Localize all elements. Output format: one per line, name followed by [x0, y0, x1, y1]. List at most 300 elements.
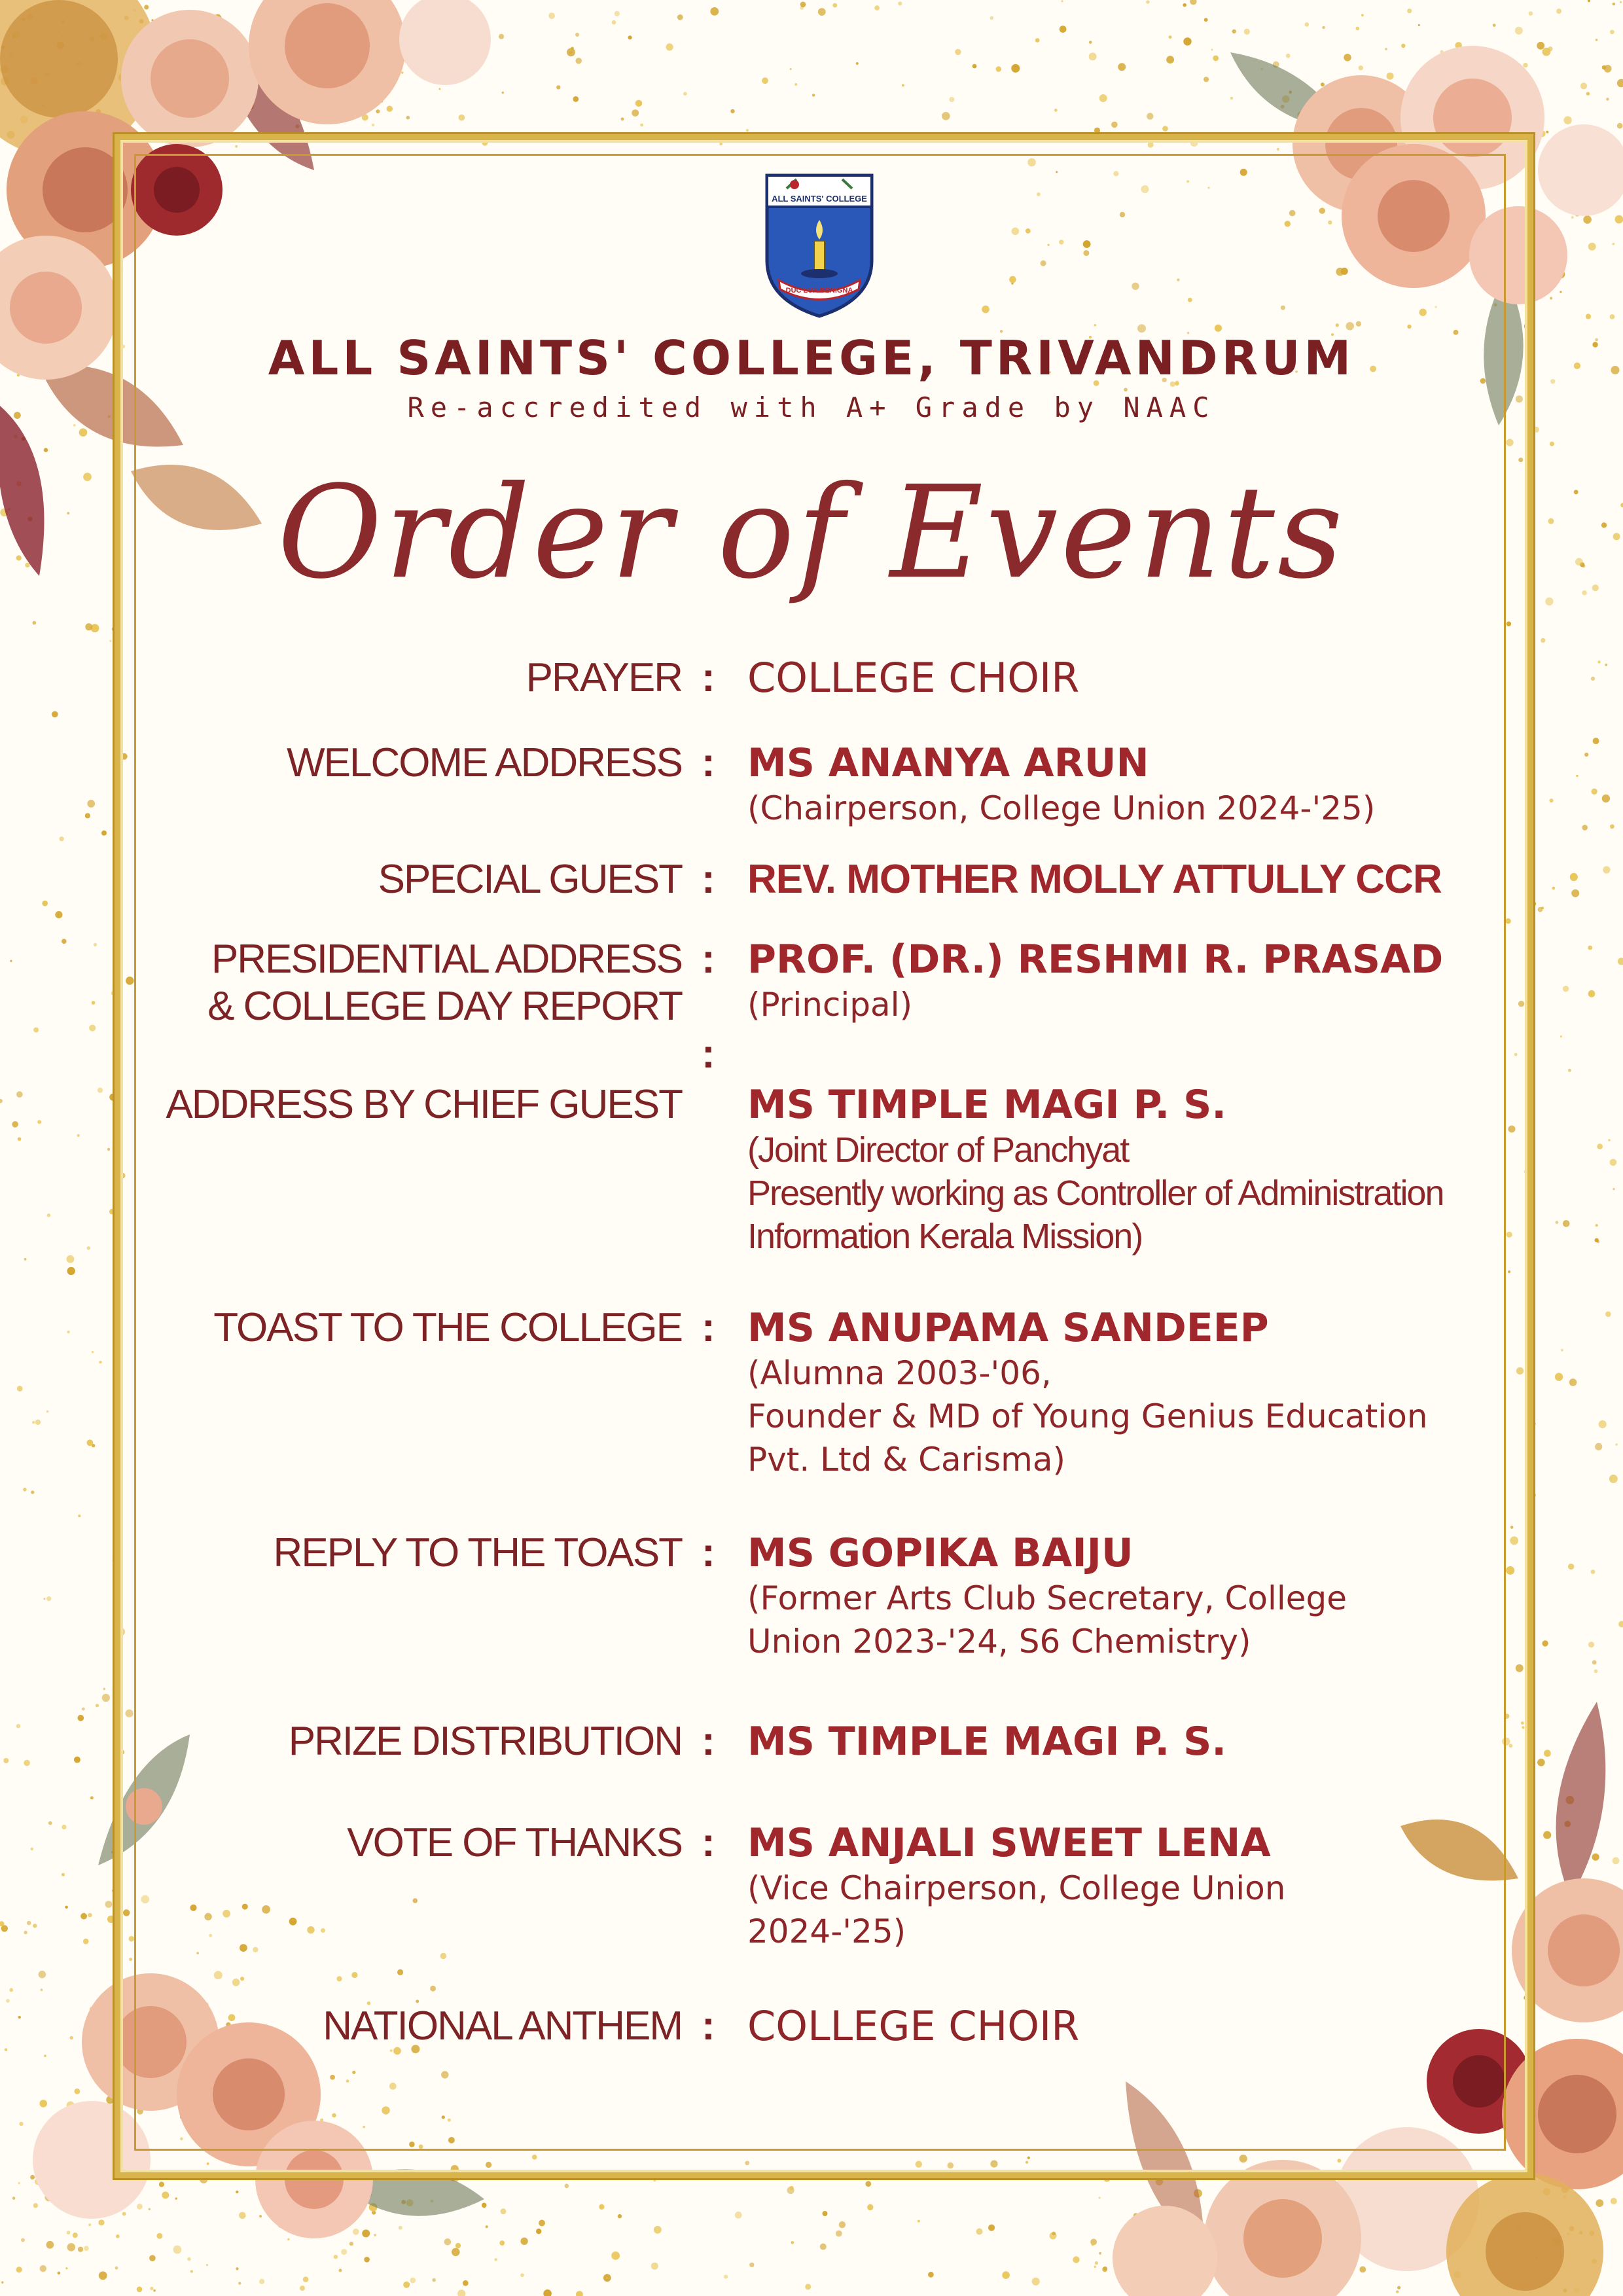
glitter-dot [1361, 14, 1364, 16]
event-label: PRIZE DISTRIBUTION [288, 1719, 682, 1764]
glitter-dot [1591, 789, 1597, 795]
glitter-dot [452, 2248, 460, 2257]
glitter-dot [548, 12, 555, 19]
glitter-dot [1011, 64, 1020, 73]
glitter-dot [499, 34, 504, 39]
glitter-dot [710, 7, 719, 16]
glitter-dot [1537, 42, 1544, 50]
glitter-dot [972, 64, 977, 69]
glitter-dot [44, 2054, 46, 2057]
glitter-dot [635, 100, 642, 107]
glitter-dot [364, 2257, 370, 2263]
glitter-dot [78, 1515, 80, 1517]
glitter-dot [1552, 887, 1556, 890]
glitter-dot [1385, 48, 1387, 50]
glitter-dot [27, 1921, 31, 1926]
glitter-dot [1605, 1312, 1611, 1318]
glitter-dot [730, 109, 734, 113]
event-description: (Principal) [747, 986, 913, 1024]
glitter-dot [1608, 1139, 1611, 1141]
glitter-dot [5, 2049, 7, 2051]
glitter-dot [33, 1924, 37, 1928]
glitter-dot [137, 2204, 143, 2210]
glitter-dot [144, 5, 149, 9]
glitter-dot [1166, 56, 1174, 63]
separator-colon: : [702, 1031, 715, 1077]
glitter-dot [349, 2242, 353, 2246]
glitter-dot [236, 2191, 238, 2193]
glitter-dot [1060, 26, 1067, 33]
event-person: MS ANUPAMA SANDEEP [747, 1305, 1269, 1351]
glitter-dot [501, 2208, 507, 2214]
glitter-dot [874, 5, 880, 10]
glitter-dot [1618, 1621, 1623, 1628]
glitter-dot [1322, 26, 1325, 29]
event-person: MS GOPIKA BAIJU [747, 1530, 1133, 1576]
glitter-dot [666, 43, 673, 50]
glitter-dot [640, 124, 643, 127]
glitter-dot [1094, 2266, 1097, 2269]
glitter-dot [1576, 775, 1578, 777]
glitter-dot [1359, 2267, 1366, 2273]
glitter-dot [1094, 128, 1100, 134]
glitter-dot [52, 711, 58, 718]
glitter-dot [1605, 664, 1607, 666]
event-person: REV. MOTHER MOLLY ATTULLY CCR [747, 857, 1442, 902]
event-description: (Chairperson, College Union 2024-'25) [747, 789, 1376, 827]
separator-colon: : [702, 857, 715, 902]
glitter-dot [32, 1421, 35, 1424]
glitter-dot [73, 424, 76, 427]
glitter-dot [1183, 37, 1191, 45]
glitter-dot [236, 2267, 238, 2270]
glitter-dot [618, 2214, 622, 2218]
glitter-dot [651, 2263, 658, 2270]
glitter-dot [628, 35, 632, 39]
event-person: MS TIMPLE MAGI P. S. [747, 1082, 1227, 1128]
glitter-dot [1603, 866, 1610, 873]
glitter-dot [836, 2231, 842, 2237]
glitter-dot [99, 2271, 107, 2280]
glitter-dot [37, 1120, 41, 1124]
glitter-dot [62, 1873, 65, 1876]
glitter-dot [1546, 131, 1548, 134]
glitter-dot [18, 1138, 22, 1141]
glitter-dot [73, 2233, 78, 2238]
glitter-dot [865, 2181, 871, 2187]
separator-colon: : [702, 1305, 715, 1350]
glitter-dot [60, 836, 64, 841]
glitter-dot [1091, 2243, 1094, 2246]
glitter-dot [150, 2287, 153, 2290]
glitter-dot [1550, 442, 1554, 446]
glitter-dot [1591, 1570, 1596, 1574]
glitter-dot [575, 58, 582, 64]
glitter-dot [1594, 1670, 1598, 1674]
glitter-dot [35, 1420, 41, 1425]
glitter-dot [24, 1760, 30, 1767]
glitter-dot [1213, 56, 1219, 62]
glitter-dot [31, 1490, 34, 1494]
glitter-dot [820, 2244, 827, 2250]
college-name: ALL SAINTS' COLLEGE, TRIVANDRUM [268, 331, 1355, 386]
glitter-dot [1543, 48, 1551, 56]
glitter-dot [46, 1596, 51, 1601]
glitter-dot [109, 1209, 115, 1214]
glitter-dot [1061, 0, 1063, 2]
glitter-dot [762, 77, 768, 84]
glitter-dot [39, 1971, 46, 1979]
glitter-dot [16, 2267, 22, 2272]
glitter-dot [10, 960, 12, 962]
glitter-dot [567, 48, 575, 56]
glitter-dot [459, 115, 465, 121]
glitter-dot [1002, 2271, 1010, 2279]
glitter-dot [653, 2179, 656, 2181]
glitter-dot [823, 2211, 828, 2216]
glitter-dot [87, 1246, 90, 1249]
glitter-dot [92, 1351, 94, 1354]
glitter-dot [839, 2221, 846, 2228]
glitter-dot [1169, 35, 1172, 39]
glitter-dot [1305, 22, 1310, 27]
glitter-dot [6, 1999, 10, 2003]
event-person: MS TIMPLE MAGI P. S. [747, 1719, 1227, 1765]
glitter-dot [1204, 18, 1208, 22]
glitter-dot [67, 1255, 75, 1263]
glitter-dot [867, 2204, 873, 2210]
event-description: (Joint Director of Panchyat Presently working as Controller of Administration Information Kerala Mission) [747, 1130, 1444, 1256]
glitter-dot [1533, 427, 1539, 433]
glitter-dot [902, 84, 904, 86]
glitter-dot [90, 1796, 94, 1799]
glitter-dot [1596, 39, 1598, 41]
event-person: MS ANANYA ARUN [747, 740, 1149, 786]
glitter-dot [1563, 1220, 1570, 1227]
glitter-dot [749, 2263, 754, 2267]
event-description: (Vice Chairperson, College Union 2024-'25) [747, 1869, 1286, 1950]
glitter-dot [455, 2243, 461, 2248]
glitter-dot [1610, 314, 1615, 319]
glitter-dot [1580, 82, 1587, 89]
glitter-dot [33, 621, 37, 625]
glitter-dot [996, 66, 1001, 71]
glitter-dot [1597, 660, 1600, 663]
glitter-dot [1418, 24, 1420, 26]
glitter-dot [1529, 11, 1533, 16]
glitter-dot [0, 1099, 3, 1103]
glitter-dot [98, 1088, 103, 1093]
glitter-dot [1537, 1759, 1545, 1767]
glitter-dot [62, 1825, 66, 1829]
glitter-dot [520, 2238, 527, 2245]
glitter-dot [65, 1906, 68, 1909]
glitter-dot [1613, 1857, 1620, 1865]
event-person: PROF. (DR.) RESHMI R. PRASAD [747, 937, 1444, 982]
event-description: (Former Arts Club Secretary, College Union 2023-'24, S6 Chemistry) [747, 1579, 1347, 1660]
glitter-dot [33, 2203, 38, 2208]
glitter-dot [1588, 0, 1590, 2]
glitter-dot [432, 2278, 436, 2282]
glitter-dot [1, 2282, 3, 2284]
glitter-dot [805, 2284, 811, 2289]
glitter-dot [438, 88, 440, 90]
glitter-dot [87, 1439, 94, 1446]
glitter-dot [406, 116, 410, 120]
glitter-dot [1146, 0, 1149, 3]
glitter-dot [1609, 1475, 1618, 1483]
event-label: PRESIDENTIAL ADDRESS & COLLEGE DAY REPORT [207, 937, 682, 1029]
glitter-dot [75, 2089, 80, 2094]
glitter-dot [88, 1913, 92, 1918]
glitter-dot [16, 1091, 23, 1098]
glitter-dot [654, 2226, 662, 2234]
glitter-dot [1595, 1443, 1602, 1450]
glitter-dot [162, 2191, 169, 2198]
glitter-dot [746, 129, 749, 132]
glitter-dot [1613, 3, 1615, 5]
glitter-dot [565, 2184, 569, 2189]
glitter-dot [536, 2229, 541, 2234]
glitter-dot [85, 813, 90, 818]
glitter-dot [31, 1848, 33, 1850]
glitter-dot [88, 2223, 91, 2226]
glitter-dot [1286, 54, 1291, 58]
glitter-dot [1596, 2199, 1603, 2207]
glitter-dot [1073, 2256, 1079, 2263]
glitter-dot [918, 2220, 920, 2223]
glitter-dot [16, 1724, 20, 1728]
separator-colon: : [702, 655, 715, 700]
glitter-dot [1538, 907, 1543, 912]
glitter-dot [67, 1267, 75, 1275]
glitter-dot [949, 97, 954, 102]
glitter-dot [990, 16, 994, 20]
glitter-dot [259, 2279, 264, 2284]
glitter-dot [457, 2289, 465, 2296]
glitter-dot [573, 96, 579, 102]
glitter-dot [1244, 29, 1250, 35]
glitter-dot [1570, 873, 1578, 881]
glitter-dot [898, 1, 902, 5]
glitter-dot [1190, 0, 1196, 5]
event-label: VOTE OF THANKS [347, 1820, 682, 1865]
glitter-dot [156, 2233, 162, 2239]
glitter-dot [1356, 27, 1360, 31]
glitter-dot [190, 2270, 193, 2272]
glitter-dot [1211, 48, 1213, 50]
glitter-dot [175, 2197, 177, 2199]
glitter-dot [499, 2240, 505, 2246]
glitter-dot [339, 2269, 342, 2272]
glitter-dot [812, 94, 815, 96]
glitter-dot [1523, 63, 1527, 67]
glitter-dot [1098, 2197, 1100, 2198]
glitter-dot [502, 92, 505, 94]
glitter-dot [40, 2265, 46, 2272]
accreditation-line: Re-accredited with A+ Grade by NAAC [407, 391, 1216, 423]
glitter-dot [942, 112, 950, 120]
glitter-dot [1089, 41, 1092, 44]
glitter-dot [1560, 1035, 1562, 1037]
glitter-dot [1147, 113, 1153, 119]
glitter-dot [677, 14, 683, 20]
glitter-dot [1593, 738, 1599, 744]
glitter-dot [1089, 52, 1097, 60]
glitter-dot [976, 2229, 983, 2235]
glitter-dot [1599, 1420, 1607, 1428]
glitter-dot [83, 1939, 89, 1945]
glitter-dot [102, 1694, 110, 1702]
glitter-dot [103, 1688, 105, 1690]
glitter-dot [46, 1410, 49, 1413]
glitter-dot [89, 1025, 96, 1031]
glitter-dot [410, 2278, 416, 2284]
glitter-dot [1232, 29, 1236, 33]
glitter-dot [794, 83, 797, 86]
glitter-dot [1099, 94, 1107, 102]
glitter-dot [790, 68, 792, 70]
glitter-dot [85, 623, 92, 630]
glitter-dot [1550, 297, 1552, 300]
glitter-dot [482, 2203, 487, 2208]
glitter-dot [683, 92, 687, 96]
glitter-dot [1549, 798, 1553, 802]
event-label: PRAYER [526, 655, 682, 700]
glitter-dot [1542, 1640, 1548, 1646]
glitter-dot [1556, 9, 1561, 14]
glitter-dot [955, 49, 961, 55]
separator-colon: : [702, 1530, 715, 1575]
glitter-dot [46, 2241, 54, 2249]
glitter-dot [1563, 117, 1571, 124]
glitter-dot [928, 2272, 934, 2278]
separator-colon: : [702, 1719, 715, 1764]
glitter-dot [1543, 1831, 1551, 1839]
glitter-dot [153, 2289, 156, 2292]
glitter-dot [149, 2255, 156, 2261]
glitter-dot [74, 1757, 80, 1763]
glitter-dot [24, 1931, 27, 1934]
glitter-dot [1617, 79, 1623, 88]
event-label: NATIONAL ANTHEM [323, 2003, 682, 2049]
glitter-dot [399, 2226, 402, 2230]
glitter-dot [632, 109, 639, 117]
glitter-dot [1344, 54, 1351, 61]
glitter-dot [494, 2258, 497, 2261]
glitter-dot [303, 2276, 309, 2282]
glitter-dot [1586, 92, 1590, 96]
glitter-dot [1588, 946, 1592, 950]
glitter-dot [62, 939, 67, 944]
glitter-dot [1582, 825, 1588, 831]
glitter-dot [1588, 1641, 1594, 1647]
glitter-dot [1571, 216, 1574, 219]
glitter-dot [41, 1988, 43, 1991]
glitter-dot [1555, 1373, 1563, 1381]
glitter-dot [599, 2204, 604, 2210]
glitter-dot [1111, 122, 1118, 128]
event-person: MS ANJALI SWEET LENA [747, 1820, 1271, 1866]
glitter-dot [78, 2247, 83, 2252]
separator-colon: : [702, 740, 715, 785]
glitter-dot [486, 2225, 488, 2228]
glitter-dot [1592, 1854, 1599, 1861]
glitter-dot [33, 1028, 39, 1033]
glitter-dot [47, 1213, 51, 1217]
glitter-dot [67, 1331, 69, 1333]
event-person: COLLEGE CHOIR [747, 654, 1080, 702]
glitter-dot [259, 2215, 262, 2217]
glitter-dot [401, 71, 404, 74]
glitter-dot [43, 1598, 45, 1600]
separator-colon: : [702, 2003, 715, 2049]
glitter-dot [539, 2220, 545, 2227]
glitter-dot [1584, 753, 1588, 757]
glitter-dot [1583, 215, 1592, 224]
glitter-dot [387, 106, 393, 112]
glitter-dot [1618, 958, 1623, 965]
glitter-dot [187, 2257, 191, 2261]
glitter-dot [159, 2181, 164, 2187]
glitter-dot [832, 3, 837, 8]
glitter-dot [99, 1361, 101, 1363]
glitter-dot [116, 2234, 120, 2238]
glitter-dot [1569, 1378, 1577, 1386]
glitter-dot [1556, 1221, 1559, 1224]
event-description: (Alumna 2003-'06, Founder & MD of Young Genius Education Pvt. Ltd & Carisma) [747, 1354, 1428, 1479]
glitter-dot [1099, 2252, 1101, 2255]
separator-colon: : [702, 1820, 715, 1865]
glitter-dot [1183, 3, 1186, 7]
glitter-dot [334, 2255, 338, 2259]
glitter-dot [1563, 986, 1569, 992]
glitter-dot [1606, 98, 1609, 101]
glitter-dot [1592, 1660, 1597, 1665]
glitter-dot [818, 8, 826, 16]
glitter-dot [1611, 2198, 1617, 2204]
glitter-dot [239, 2212, 246, 2219]
glitter-dot [109, 640, 111, 642]
glitter-dot [1052, 2232, 1056, 2236]
glitter-dot [1493, 24, 1496, 27]
glitter-dot [1230, 97, 1233, 99]
glitter-dot [791, 2241, 794, 2244]
glitter-dot [44, 448, 48, 452]
glitter-dot [122, 2212, 126, 2216]
glitter-dot [1407, 9, 1412, 13]
glitter-dot [1032, 2278, 1040, 2286]
glitter-dot [543, 2289, 552, 2296]
glitter-dot [1054, 109, 1058, 112]
glitter-dot [149, 2208, 151, 2210]
glitter-dot [372, 124, 375, 127]
glitter-dot [96, 1704, 99, 1707]
glitter-dot [67, 2231, 71, 2234]
glitter-dot [403, 2282, 410, 2288]
glitter-dot [19, 2122, 23, 2126]
glitter-dot [576, 2291, 583, 2296]
glitter-dot [238, 2282, 241, 2284]
glitter-dot [58, 2272, 61, 2275]
glitter-dot [1595, 1238, 1599, 1242]
college-crest-logo [760, 169, 878, 319]
glitter-dot [1588, 990, 1596, 997]
glitter-dot [77, 1134, 80, 1137]
glitter-dot [1321, 82, 1325, 86]
glitter-dot [1571, 889, 1579, 897]
glitter-dot [48, 1821, 52, 1825]
